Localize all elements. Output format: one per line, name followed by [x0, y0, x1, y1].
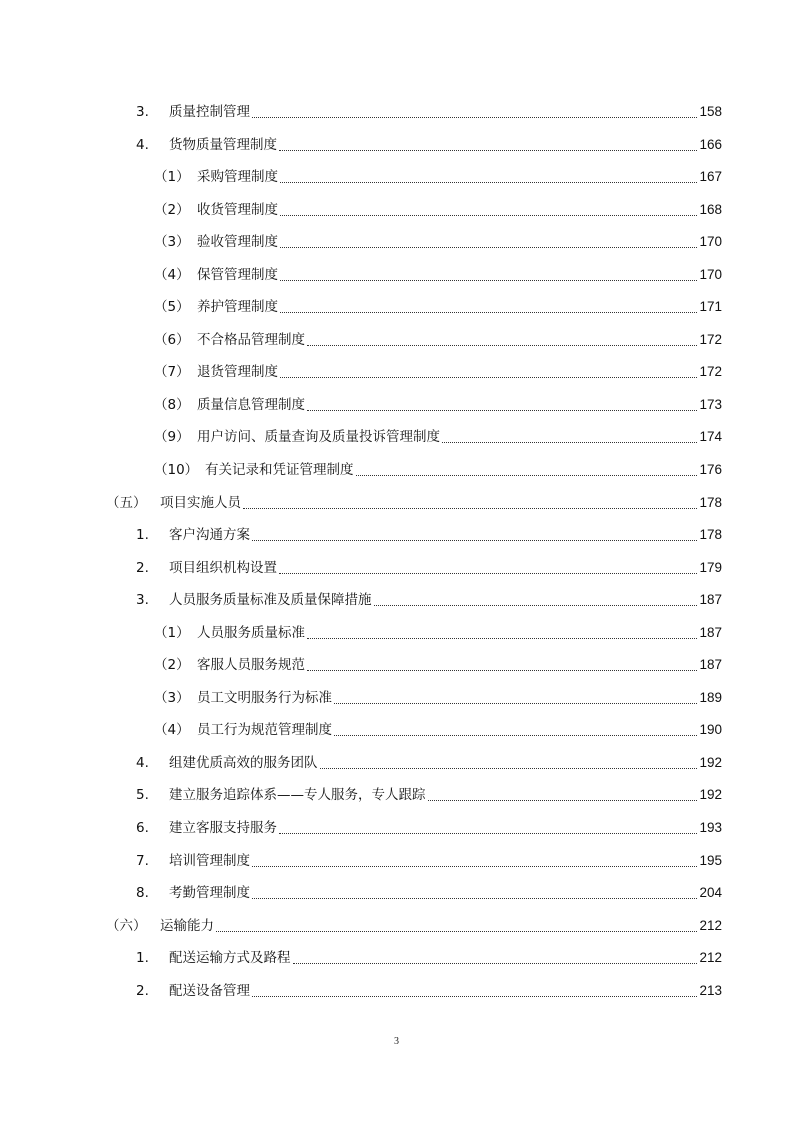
toc-dot-leader [293, 942, 700, 975]
toc-entry-title: 客户沟通方案 [169, 527, 250, 544]
toc-entry-number: 3. [136, 592, 149, 609]
toc-dot-leader [280, 226, 699, 259]
toc-dot-leader [320, 747, 700, 780]
toc-entry-title: 验收管理制度 [197, 234, 278, 251]
toc-entry-title: 项目组织机构设置 [169, 559, 277, 576]
toc-entry-page: 193 [699, 820, 722, 836]
toc-entry-title: 客服人员服务规范 [197, 657, 305, 674]
toc-entry-number: 6. [136, 820, 149, 837]
toc-entry[interactable] [0, 259, 793, 292]
toc-entry[interactable] [0, 194, 793, 227]
toc-entry-number: （1） [154, 624, 190, 641]
toc-entry-title: 不合格品管理制度 [197, 331, 305, 348]
toc-entry[interactable] [0, 519, 793, 552]
toc-entry-number: 1. [136, 527, 149, 544]
toc-entry-number: 2. [136, 559, 149, 576]
toc-entry-number: 4. [136, 136, 149, 153]
toc-entry-number: （2） [154, 201, 190, 218]
toc-entry-number: （五） [106, 494, 147, 511]
toc-entry-title: 员工行为规范管理制度 [197, 722, 332, 739]
toc-dot-leader [307, 389, 699, 422]
toc-entry-page: 179 [699, 559, 722, 575]
toc-entry-title: 配送设备管理 [169, 982, 250, 999]
toc-entry-page: 187 [699, 592, 722, 608]
toc-entry-number: （9） [154, 429, 190, 446]
toc-entry-title: 质量控制管理 [169, 104, 250, 120]
toc-entry-page: 192 [699, 754, 722, 770]
toc-dot-leader [280, 291, 699, 324]
toc-entry-page: 168 [699, 201, 722, 217]
toc-dot-leader [334, 682, 699, 715]
toc-entry-page: 167 [699, 169, 722, 185]
toc-entry-page: 178 [699, 494, 722, 510]
toc-entry[interactable] [0, 845, 793, 878]
toc-entry-page: 189 [699, 689, 722, 705]
toc-entry-page: 173 [699, 396, 722, 412]
toc-entry[interactable] [0, 877, 793, 910]
toc-entry-number: （2） [154, 657, 190, 674]
toc-entry-number: 4. [136, 754, 149, 771]
toc-entry-title: 项目实施人员 [160, 494, 241, 511]
toc-entry-title: 考勤管理制度 [169, 885, 250, 902]
toc-entry-number: （10） [154, 462, 199, 479]
toc-entry-title: 组建优质高效的服务团队 [169, 754, 318, 771]
toc-entry-number: （3） [154, 689, 190, 706]
toc-entry[interactable] [0, 682, 793, 715]
toc-entry-title: 建立客服支持服务 [169, 820, 277, 837]
toc-dot-leader [280, 356, 699, 389]
toc-entry-page: 172 [699, 364, 722, 380]
toc-dot-leader [442, 421, 699, 454]
toc-entry-number: 8. [136, 885, 149, 902]
toc-entry-page: 195 [699, 852, 722, 868]
toc-entry-title: 退货管理制度 [197, 364, 278, 381]
toc-entry-number: （4） [154, 266, 190, 283]
toc-entry-page: 187 [699, 657, 722, 673]
toc-entry-title: 培训管理制度 [169, 852, 250, 869]
toc-dot-leader [279, 812, 699, 845]
toc-entry-number: 3. [136, 104, 149, 120]
toc-entry-title: 用户访问、质量查询及质量投诉管理制度 [197, 429, 440, 446]
toc-entry-title: 采购管理制度 [197, 169, 278, 186]
table-of-contents [0, 96, 793, 1007]
toc-entry-page: 204 [699, 885, 722, 901]
toc-entry-title: 人员服务质量标准及质量保障措施 [169, 592, 372, 609]
toc-entry[interactable] [0, 779, 793, 812]
toc-entry-title: 质量信息管理制度 [197, 396, 305, 413]
toc-entry[interactable] [0, 812, 793, 845]
toc-entry-page: 176 [699, 462, 722, 478]
toc-entry[interactable] [0, 421, 793, 454]
toc-entry-title: 配送运输方式及路程 [169, 950, 291, 967]
toc-entry[interactable] [0, 324, 793, 357]
toc-entry-number: 2. [136, 982, 149, 999]
toc-dot-leader [252, 96, 699, 129]
toc-entry[interactable] [0, 714, 793, 747]
toc-entry-number: （7） [154, 364, 190, 381]
toc-dot-leader [307, 617, 699, 650]
toc-dot-leader [243, 487, 699, 520]
toc-dot-leader [252, 845, 699, 878]
toc-entry[interactable] [0, 910, 793, 943]
toc-entry[interactable] [0, 552, 793, 585]
toc-entry[interactable] [0, 584, 793, 617]
toc-entry[interactable] [0, 356, 793, 389]
toc-entry-title: 货物质量管理制度 [169, 136, 277, 153]
toc-entry-title: 人员服务质量标准 [197, 624, 305, 641]
toc-dot-leader [356, 454, 700, 487]
toc-entry-page: 166 [699, 136, 722, 152]
toc-entry-number: （六） [106, 917, 147, 934]
toc-entry-page: 172 [699, 331, 722, 347]
toc-dot-leader [279, 552, 699, 585]
toc-dot-leader [252, 519, 699, 552]
toc-entry-page: 212 [699, 917, 722, 933]
toc-entry[interactable] [0, 487, 793, 520]
toc-entry-page: 178 [699, 527, 722, 543]
page-number: 3 [394, 1036, 399, 1047]
toc-entry-title: 养护管理制度 [197, 299, 278, 316]
toc-entry-page: 212 [699, 950, 722, 966]
toc-entry[interactable] [0, 96, 793, 129]
toc-entry[interactable] [0, 975, 793, 1008]
toc-entry-page: 170 [699, 266, 722, 282]
toc-entry-page: 187 [699, 624, 722, 640]
toc-entry-number: （8） [154, 396, 190, 413]
toc-dot-leader [216, 910, 699, 943]
toc-dot-leader [252, 975, 699, 1008]
toc-entry[interactable] [0, 129, 793, 162]
toc-entry[interactable] [0, 291, 793, 324]
toc-entry-title: 有关记录和凭证管理制度 [205, 462, 354, 479]
toc-entry[interactable] [0, 747, 793, 780]
toc-entry-page: 171 [699, 299, 722, 315]
toc-entry-number: 1. [136, 950, 149, 967]
toc-entry-number: （5） [154, 299, 190, 316]
toc-entry-page: 190 [699, 722, 722, 738]
toc-entry-number: （3） [154, 234, 190, 251]
toc-entry-page: 158 [699, 104, 722, 119]
toc-entry-title: 员工文明服务行为标准 [197, 689, 332, 706]
toc-dot-leader [279, 129, 699, 162]
toc-dot-leader [280, 161, 699, 194]
toc-entry-number: 7. [136, 852, 149, 869]
toc-entry-number: （4） [154, 722, 190, 739]
toc-entry-page: 170 [699, 234, 722, 250]
toc-entry[interactable] [0, 454, 793, 487]
toc-entry-page: 213 [699, 982, 722, 998]
toc-dot-leader [252, 877, 699, 910]
toc-entry-page: 174 [699, 429, 722, 445]
toc-dot-leader [307, 324, 699, 357]
toc-entry[interactable] [0, 389, 793, 422]
toc-entry-number: （1） [154, 169, 190, 186]
toc-entry[interactable] [0, 942, 793, 975]
toc-entry-number: （6） [154, 331, 190, 348]
toc-dot-leader [280, 194, 699, 227]
toc-entry-page: 192 [699, 787, 722, 803]
toc-dot-leader [280, 259, 699, 292]
toc-entry-title: 保管管理制度 [197, 266, 278, 283]
toc-entry-number: 5. [136, 787, 149, 804]
toc-entry[interactable] [0, 649, 793, 682]
toc-entry-title: 收货管理制度 [197, 201, 278, 218]
toc-entry-title: 运输能力 [160, 917, 214, 934]
toc-entry-title: 建立服务追踪体系——专人服务，专人跟踪 [169, 787, 426, 804]
toc-dot-leader [374, 584, 700, 617]
toc-dot-leader [334, 714, 699, 747]
toc-dot-leader [428, 779, 700, 812]
toc-entry[interactable] [0, 226, 793, 259]
toc-entry[interactable] [0, 161, 793, 194]
toc-entry[interactable] [0, 617, 793, 650]
toc-dot-leader [307, 649, 699, 682]
